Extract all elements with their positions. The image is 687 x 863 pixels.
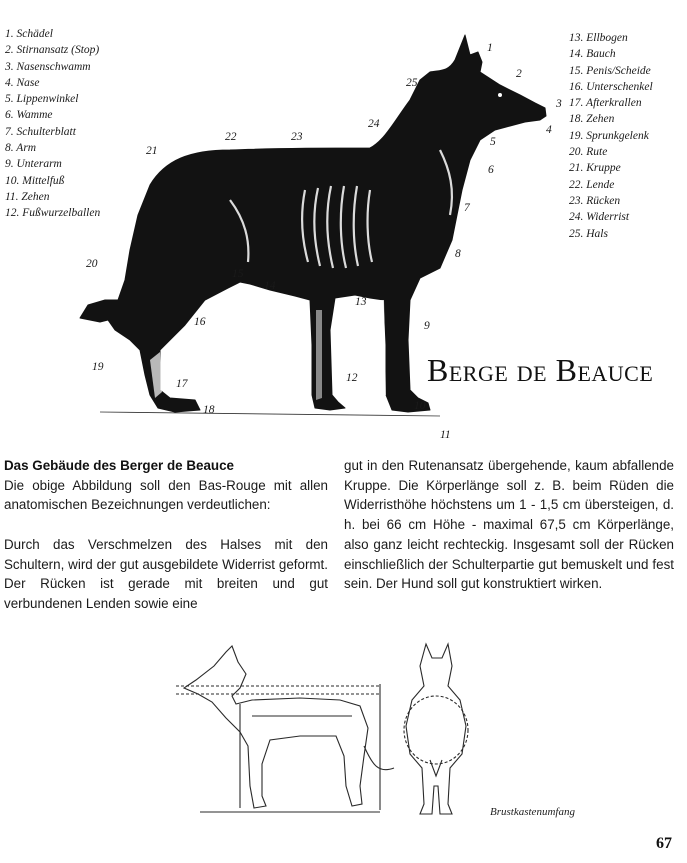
legend-item: 1. Schädel (5, 28, 53, 40)
anatomy-number: 14 (264, 280, 276, 292)
anatomy-number: 11 (440, 429, 451, 441)
article-paragraph: Die obige Abbildung soll den Bas-Rouge mit allen anatomischen Bezeichnungen verdeutlichen: (4, 477, 328, 513)
article-title: Das Gebäude des Berger de Beauce (4, 458, 234, 473)
legend-item: 22. Lende (569, 178, 615, 191)
legend-item: 15. Penis/Scheide (569, 64, 651, 77)
anatomy-number: 13 (355, 296, 367, 308)
article-paragraph: Durch das Verschmelzen des Halses mit den Schultern, wird der gut ausgebildete Widerrist geformt. Der Rücken ist gerade mit breiten und gut verbundenen Lenden sowie eine (4, 536, 328, 611)
legend-item: 4. Nase (5, 76, 40, 89)
legend-item: 20. Rute (569, 146, 608, 159)
legend-item: 7. Schulterblatt (5, 125, 76, 138)
legend-item: 11. Zehen (5, 190, 50, 203)
article-paragraph: gut in den Rutenansatz übergehende, kaum abfallende Kruppe. Die Körperlänge soll z. B. beim Rüden die Widerristhöhe höchstens um 1 - 1,5 cm übersteigen, d. h. bei 66 cm Höhe - maximal 67,5 cm Körperlänge, also ganz leicht rechteckig. Insgesamt soll der Rücken einschließlich der Schulterpartie gut bemuskelt und fest sein. Der Hund soll gut konstruktiert wirken. (344, 458, 674, 592)
article-column-left (4, 456, 328, 614)
page-number: 67 (656, 835, 672, 852)
anatomy-number: 19 (92, 361, 104, 373)
anatomy-number: 15 (232, 268, 244, 280)
legend-item: 9. Unterarm (5, 158, 62, 171)
anatomy-number: 6 (488, 164, 494, 176)
legend-item: 8. Arm (5, 142, 37, 155)
anatomy-number: 7 (464, 202, 470, 214)
legend-item: 2. Stirnansatz (Stop) (5, 44, 100, 57)
legend-item: 5. Lippenwinkel (5, 93, 79, 106)
anatomy-number: 2 (516, 68, 522, 80)
legend-item: 21. Kruppe (569, 162, 621, 175)
anatomy-number: 10 (414, 400, 426, 412)
article-column-right (344, 456, 674, 594)
page-heading: Berge de Beauce (427, 352, 654, 388)
legend-item: 25. Hals (569, 227, 608, 240)
figure-caption: Brustkastenumfang (490, 806, 575, 818)
legend-item: 17. Afterkrallen (569, 97, 642, 110)
legend-item: 10. Mittelfuß (5, 174, 65, 187)
anatomy-number: 16 (194, 316, 206, 328)
anatomy-number: 1 (487, 42, 493, 54)
anatomy-number: 4 (546, 124, 552, 136)
anatomy-number: 22 (225, 131, 237, 143)
anatomy-number: 18 (203, 404, 215, 416)
anatomy-number: 5 (490, 136, 496, 148)
legend-item: 12. Fußwurzelballen (5, 207, 101, 220)
anatomy-number: 3 (556, 98, 562, 110)
legend-item: 3. Nasenschwamm (5, 60, 91, 73)
anatomy-number: 24 (368, 118, 380, 130)
anatomy-number: 25 (406, 77, 418, 89)
measurement-diagram (0, 636, 687, 831)
legend-item: 16. Unterschenkel (569, 80, 653, 93)
legend-item: 18. Zehen (569, 113, 615, 126)
anatomy-number: 20 (86, 258, 98, 270)
paragraph-spacer (4, 515, 328, 535)
legend-item: 19. Sprunkgelenk (569, 129, 649, 142)
legend-item: 13. Ellbogen (569, 32, 628, 44)
anatomy-number: 12 (346, 372, 358, 384)
legend-item: 23. Rücken (569, 194, 621, 207)
anatomy-number: 17 (176, 378, 188, 390)
anatomy-number: 23 (291, 131, 303, 143)
anatomy-number: 9 (424, 320, 430, 332)
legend-item: 14. Bauch (569, 48, 616, 61)
anatomy-number: 21 (146, 145, 158, 157)
legend-item: 6. Wamme (5, 109, 53, 122)
legend-item: 24. Widerrist (569, 211, 630, 224)
anatomy-number: 8 (455, 248, 461, 260)
